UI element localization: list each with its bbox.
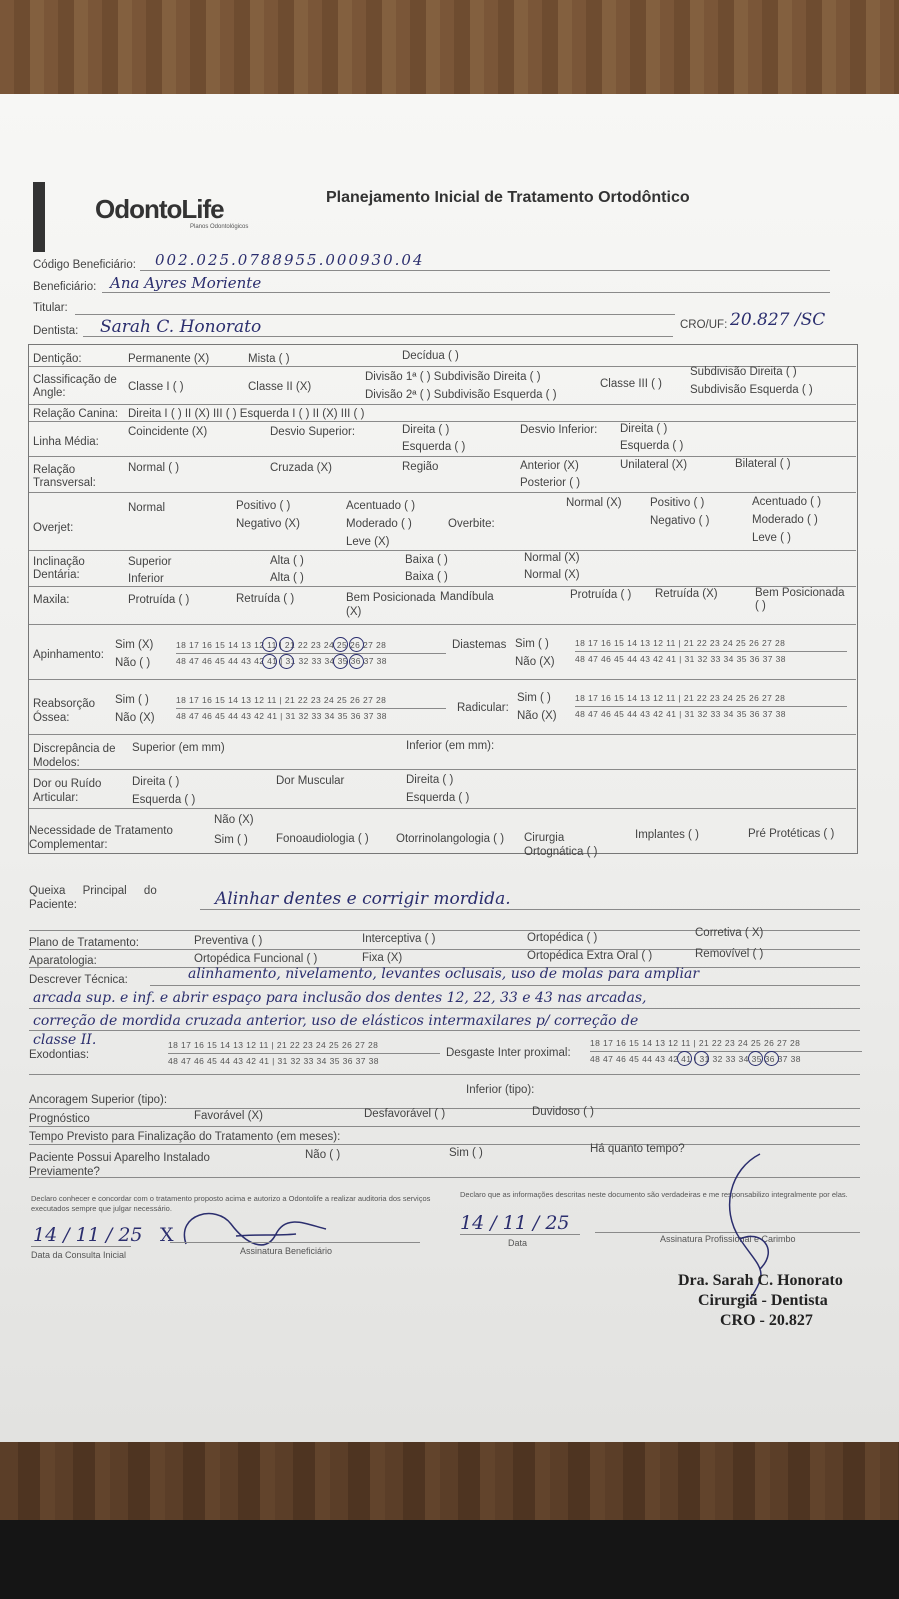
overbite-moderado[interactable]: Moderado ( ) (752, 514, 818, 526)
circle-mark (349, 654, 364, 669)
circle-mark (279, 637, 294, 652)
mandibula-protruida[interactable]: Protruída ( ) (570, 589, 632, 601)
overjet-negativo[interactable]: Negativo (X) (236, 518, 300, 530)
maxila-retruida[interactable]: Retruída ( ) (236, 593, 295, 605)
aparelho-label: Paciente Possui Aparelho Instalado Previamente? (29, 1152, 210, 1178)
canina-label: Relação Canina: (33, 408, 119, 420)
radicular-sim[interactable]: Sim ( ) (517, 692, 551, 704)
circle-mark (764, 1051, 779, 1066)
data-profissional-value[interactable]: 14 / 11 / 25 (460, 1212, 570, 1234)
inclinacao-inf-alta[interactable]: Alta ( ) (270, 572, 304, 584)
apinhamento-nao[interactable]: Não ( ) (115, 657, 151, 669)
dor-label: Dor ou Ruído Articular: (33, 778, 102, 804)
declaracao-beneficiario: Declaro conhecer e concordar com o tratamento proposto acima e autorizo a Odontolife a realizar auditoria dos serviços executados sempre que julgar necessário. (31, 1194, 431, 1213)
circle-mark (262, 654, 277, 669)
inclinacao-superior: Superior (128, 556, 172, 568)
overjet-label: Overjet: (33, 522, 74, 534)
beneficiario-label: Beneficiário: (33, 281, 97, 293)
apinhamento-label: Apinhamento: (33, 649, 104, 661)
codigo-value[interactable]: 002.025.0788955.000930.04 (155, 251, 425, 269)
form-title: Planejamento Inicial de Tratamento Ortodôntico (326, 189, 690, 206)
maxila-label: Maxila: (33, 594, 70, 606)
paper-form (0, 94, 899, 1442)
overbite-acentuado[interactable]: Acentuado ( ) (752, 496, 822, 508)
odontolife-logo (95, 194, 224, 225)
transversal-bilateral[interactable]: Bilateral ( ) (735, 458, 791, 470)
necessidade-label: Necessidade de Tratamento Complementar: (29, 825, 173, 851)
inclinacao-sup-normal[interactable]: Normal (X) (524, 552, 580, 564)
dor-muscular-esquerda[interactable]: Esquerda ( ) (406, 792, 470, 804)
tecnica-line-1[interactable]: alinhamento, nivelamento, levantes oclusais, uso de molas para ampliar (188, 966, 700, 982)
tempo-label: Tempo Previsto para Finalização do Tratamento (em meses): (29, 1131, 341, 1143)
aparelho-nao[interactable]: Não ( ) (305, 1149, 341, 1161)
tecnica-line-3[interactable]: correção de mordida cruzada anterior, uso de elásticos intermaxilares p/ correção de (33, 1013, 639, 1029)
exodontias-lower-teeth: 48 47 46 45 44 43 42 41 | 31 32 33 34 35 36 37 38 (168, 1056, 379, 1066)
wood-background-top (0, 0, 899, 100)
data-label: Data (508, 1238, 528, 1248)
mandibula-label: Mandíbula (440, 591, 494, 603)
desvio-superior: Desvio Superior: (270, 426, 356, 438)
dor-muscular-direita[interactable]: Direita ( ) (406, 774, 454, 786)
desvio-inf-esquerda[interactable]: Esquerda ( ) (620, 440, 684, 452)
pre-proteticas[interactable]: Pré Protéticas ( ) (748, 828, 835, 840)
desgaste-lower-teeth: 48 47 46 45 44 43 42 41 | 31 32 33 34 35 36 37 38 (590, 1054, 801, 1064)
cro-label: CRO/UF: (680, 319, 728, 331)
ancoragem-inferior: Inferior (tipo): (466, 1084, 535, 1096)
side-bar-mark (33, 182, 45, 252)
prognostico-duvidoso[interactable]: Duvidoso ( ) (532, 1106, 594, 1118)
circle-mark (279, 654, 294, 669)
codigo-label: Código Beneficiário: (33, 259, 136, 271)
aparatologia-removivel[interactable]: Removível ( ) (695, 948, 764, 960)
overbite-normal[interactable]: Normal (X) (566, 497, 622, 509)
classe-ii[interactable]: Classe II (X) (248, 381, 312, 393)
dark-floor (0, 1520, 899, 1599)
classificacao-label: Classificação de Angle: (33, 374, 117, 399)
assinatura-beneficiario-label: Assinatura Beneficiário (240, 1246, 333, 1256)
classe-i[interactable]: Classe I ( ) (128, 381, 184, 393)
dor-direita[interactable]: Direita ( ) (132, 776, 180, 788)
plano-ortopedica[interactable]: Ortopédica ( ) (527, 932, 598, 944)
declaracao-profissional: Declaro que as informações descritas neste documento são verdadeiras e me responsabilizo integralmente por elas. (460, 1190, 848, 1199)
tecnica-label: Descrever Técnica: (29, 974, 128, 986)
diastemas-sim[interactable]: Sim ( ) (515, 638, 549, 650)
desgaste-upper-teeth: 18 17 16 15 14 13 12 11 | 21 22 23 24 25 26 27 28 (590, 1038, 801, 1048)
radicular-nao[interactable]: Não (X) (517, 710, 557, 722)
circle-mark (677, 1051, 692, 1066)
discrepancia-label: Discrepância de Modelos: (33, 743, 116, 769)
data-consulta-value[interactable]: 14 / 11 / 25 (33, 1224, 143, 1246)
reabsorcao-sim[interactable]: Sim ( ) (115, 694, 149, 706)
apinhamento-upper-teeth: 18 17 16 15 14 13 12 11 | 21 22 23 24 25 26 27 28 (176, 640, 387, 650)
aparatologia-ortopedica-funcional[interactable]: Ortopédica Funcional ( ) (194, 953, 318, 965)
beneficiario-value[interactable]: Ana Ayres Moriente (110, 274, 262, 292)
dentista-label: Dentista: (33, 325, 79, 337)
data-consulta-label: Data da Consulta Inicial (31, 1250, 127, 1260)
inclinacao-sup-alta[interactable]: Alta ( ) (270, 555, 304, 567)
circle-mark (349, 637, 364, 652)
plano-preventiva[interactable]: Preventiva ( ) (194, 935, 263, 947)
exodontias-label: Exodontias: (29, 1049, 90, 1061)
diastemas-upper-teeth: 18 17 16 15 14 13 12 11 | 21 22 23 24 25 26 27 28 (575, 638, 786, 648)
prognostico-label: Prognóstico (29, 1113, 90, 1125)
exodontias-upper-teeth: 18 17 16 15 14 13 12 11 | 21 22 23 24 25 26 27 28 (168, 1040, 379, 1050)
titular-label: Titular: (33, 302, 68, 314)
desgaste-label: Desgaste Inter proximal: (446, 1047, 571, 1059)
transversal-cruzada[interactable]: Cruzada (X) (270, 462, 332, 474)
overjet-acentuado[interactable]: Acentuado ( ) (346, 500, 416, 512)
otorrinolangologia[interactable]: Otorrinolangologia ( ) (396, 833, 505, 845)
denticao-decidua[interactable]: Decídua ( ) (402, 350, 459, 362)
overbite-label: Overbite: (448, 518, 495, 530)
tecnica-line-4[interactable]: classe II. (33, 1032, 97, 1048)
diastemas-label: Diastemas (452, 639, 507, 651)
radicular-upper-teeth: 18 17 16 15 14 13 12 11 | 21 22 23 24 25 26 27 28 (575, 693, 786, 703)
overjet-positivo[interactable]: Positivo ( ) (236, 500, 291, 512)
inclinacao-label: Inclinação Dentária: (33, 556, 85, 581)
plano-corretiva[interactable]: Corretiva ( X) (695, 927, 764, 939)
necessidade-nao[interactable]: Não (X) (214, 814, 254, 826)
plano-interceptiva[interactable]: Interceptiva ( ) (362, 933, 436, 945)
circle-mark (262, 637, 277, 652)
aparatologia-fixa[interactable]: Fixa (X) (362, 952, 403, 964)
implantes[interactable]: Implantes ( ) (635, 829, 699, 841)
classe-iii[interactable]: Classe III ( ) (600, 378, 662, 390)
reabsorcao-label: Reabsorção Óssea: (33, 698, 96, 724)
overjet-moderado[interactable]: Moderado ( ) (346, 518, 412, 530)
denticao-mista[interactable]: Mista ( ) (248, 353, 290, 365)
desvio-inf-direita[interactable]: Direita ( ) (620, 423, 668, 435)
radicular-lower-teeth: 48 47 46 45 44 43 42 41 | 31 32 33 34 35 36 37 38 (575, 709, 786, 719)
queixa-label: Queixa Principal do Paciente: (29, 885, 157, 911)
cirurgia-ortognatica[interactable]: Cirurgia Ortognática ( ) (524, 832, 598, 858)
overjet-normal: Normal (128, 502, 166, 514)
inclinacao-inf-baixa[interactable]: Baixa ( ) (405, 571, 448, 583)
circle-mark (748, 1051, 763, 1066)
denticao-permanente[interactable]: Permanente (X) (128, 353, 210, 365)
transversal-unilateral[interactable]: Unilateral (X) (620, 459, 688, 471)
dor-esquerda[interactable]: Esquerda ( ) (132, 794, 196, 806)
aparelho-quanto-tempo: Há quanto tempo? (590, 1143, 685, 1155)
transversal-label: Relação Transversal: (33, 464, 96, 489)
prognostico-desfavoravel[interactable]: Desfavorável ( ) (364, 1108, 446, 1120)
diastemas-nao[interactable]: Não (X) (515, 656, 555, 668)
discrepancia-inferior: Inferior (em mm): (406, 740, 495, 752)
divisao-1[interactable]: Divisão 1ª ( ) Subdivisão Direita ( ) (365, 371, 541, 383)
aparelho-sim[interactable]: Sim ( ) (449, 1147, 483, 1159)
logo-text: OdontoLife (95, 194, 224, 224)
inclinacao-inf-normal[interactable]: Normal (X) (524, 569, 580, 581)
apinhamento-sim[interactable]: Sim (X) (115, 639, 154, 651)
subdivisao-direita-iii[interactable]: Subdivisão Direita ( ) (690, 366, 797, 378)
wood-background-bottom (0, 1440, 899, 1520)
transversal-posterior[interactable]: Posterior ( ) (520, 477, 581, 489)
canina-options[interactable]: Direita I ( ) II (X) III ( ) Esquerda I ( ) II (X) III ( ) (128, 408, 365, 420)
stamp-cro: CRO - 20.827 (720, 1312, 813, 1329)
stamp-title: Cirurgiã - Dentista (698, 1292, 828, 1309)
overbite-negativo[interactable]: Negativo ( ) (650, 515, 710, 527)
queixa-value[interactable]: Alinhar dentes e corrigir mordida. (215, 889, 511, 909)
linha-media-label: Linha Média: (33, 436, 99, 448)
stamp-name: Dra. Sarah C. Honorato (678, 1272, 843, 1289)
radicular-label: Radicular: (457, 702, 509, 714)
mandibula-bem-posicionada[interactable]: Bem Posicionada ( ) (755, 587, 845, 612)
overbite-positivo[interactable]: Positivo ( ) (650, 497, 705, 509)
dentista-value[interactable]: Sarah C. Honorato (100, 317, 262, 337)
circle-mark (694, 1051, 709, 1066)
divisao-2[interactable]: Divisão 2ª ( ) Subdivisão Esquerda ( ) (365, 389, 557, 401)
logo-subtitle: Planos Odontológicos (190, 224, 249, 230)
inclinacao-inferior: Inferior (128, 573, 164, 585)
x-mark: X (160, 1224, 174, 1246)
maxila-bem-posicionada[interactable]: Bem Posicionada (X) (346, 592, 436, 618)
fonoaudiologia[interactable]: Fonoaudiologia ( ) (276, 833, 369, 845)
necessidade-sim[interactable]: Sim ( ) (214, 834, 248, 846)
transversal-normal[interactable]: Normal ( ) (128, 462, 180, 474)
subdivisao-esquerda-iii[interactable]: Subdivisão Esquerda ( ) (690, 384, 813, 396)
mandibula-retruida[interactable]: Retruída (X) (655, 588, 718, 600)
desvio-sup-direita[interactable]: Direita ( ) (402, 424, 450, 436)
aparatologia-extra-oral[interactable]: Ortopédica Extra Oral ( ) (527, 950, 653, 962)
plano-label: Plano de Tratamento: (29, 937, 139, 949)
desvio-inferior: Desvio Inferior: (520, 424, 598, 436)
maxila-protruida[interactable]: Protruída ( ) (128, 594, 190, 606)
tecnica-line-2[interactable]: arcada sup. e inf. e abrir espaço para inclusão dos dentes 12, 22, 33 e 43 nas arcadas, (33, 990, 647, 1006)
diastemas-lower-teeth: 48 47 46 45 44 43 42 41 | 31 32 33 34 35 36 37 38 (575, 654, 786, 664)
discrepancia-superior: Superior (em mm) (132, 742, 225, 754)
assinatura-profissional-label: Assinatura Profissional e Carimbo (660, 1234, 796, 1244)
circle-mark (333, 654, 348, 669)
apinhamento-lower-teeth: 48 47 46 45 44 43 42 41 | 31 32 33 34 35 36 37 38 (176, 656, 387, 666)
prognostico-favoravel[interactable]: Favorável (X) (194, 1110, 264, 1122)
dor-muscular: Dor Muscular (276, 775, 345, 787)
reabsorcao-nao[interactable]: Não (X) (115, 712, 155, 724)
coincidente[interactable]: Coincidente (X) (128, 426, 208, 438)
overbite-leve[interactable]: Leve ( ) (752, 532, 791, 544)
cro-value[interactable]: 20.827 /SC (730, 310, 826, 330)
aparatologia-label: Aparatologia: (29, 955, 97, 967)
overjet-leve[interactable]: Leve (X) (346, 536, 390, 548)
reabsorcao-lower-teeth: 48 47 46 45 44 43 42 41 | 31 32 33 34 35 36 37 38 (176, 711, 387, 721)
transversal-regiao: Região (402, 461, 439, 473)
denticao-label: Dentição: (33, 353, 82, 365)
circle-mark (333, 637, 348, 652)
inclinacao-sup-baixa[interactable]: Baixa ( ) (405, 554, 448, 566)
ancoragem-label: Ancoragem Superior (tipo): (29, 1094, 168, 1106)
transversal-anterior[interactable]: Anterior (X) (520, 460, 579, 472)
reabsorcao-upper-teeth: 18 17 16 15 14 13 12 11 | 21 22 23 24 25 26 27 28 (176, 695, 387, 705)
desvio-sup-esquerda[interactable]: Esquerda ( ) (402, 441, 466, 453)
